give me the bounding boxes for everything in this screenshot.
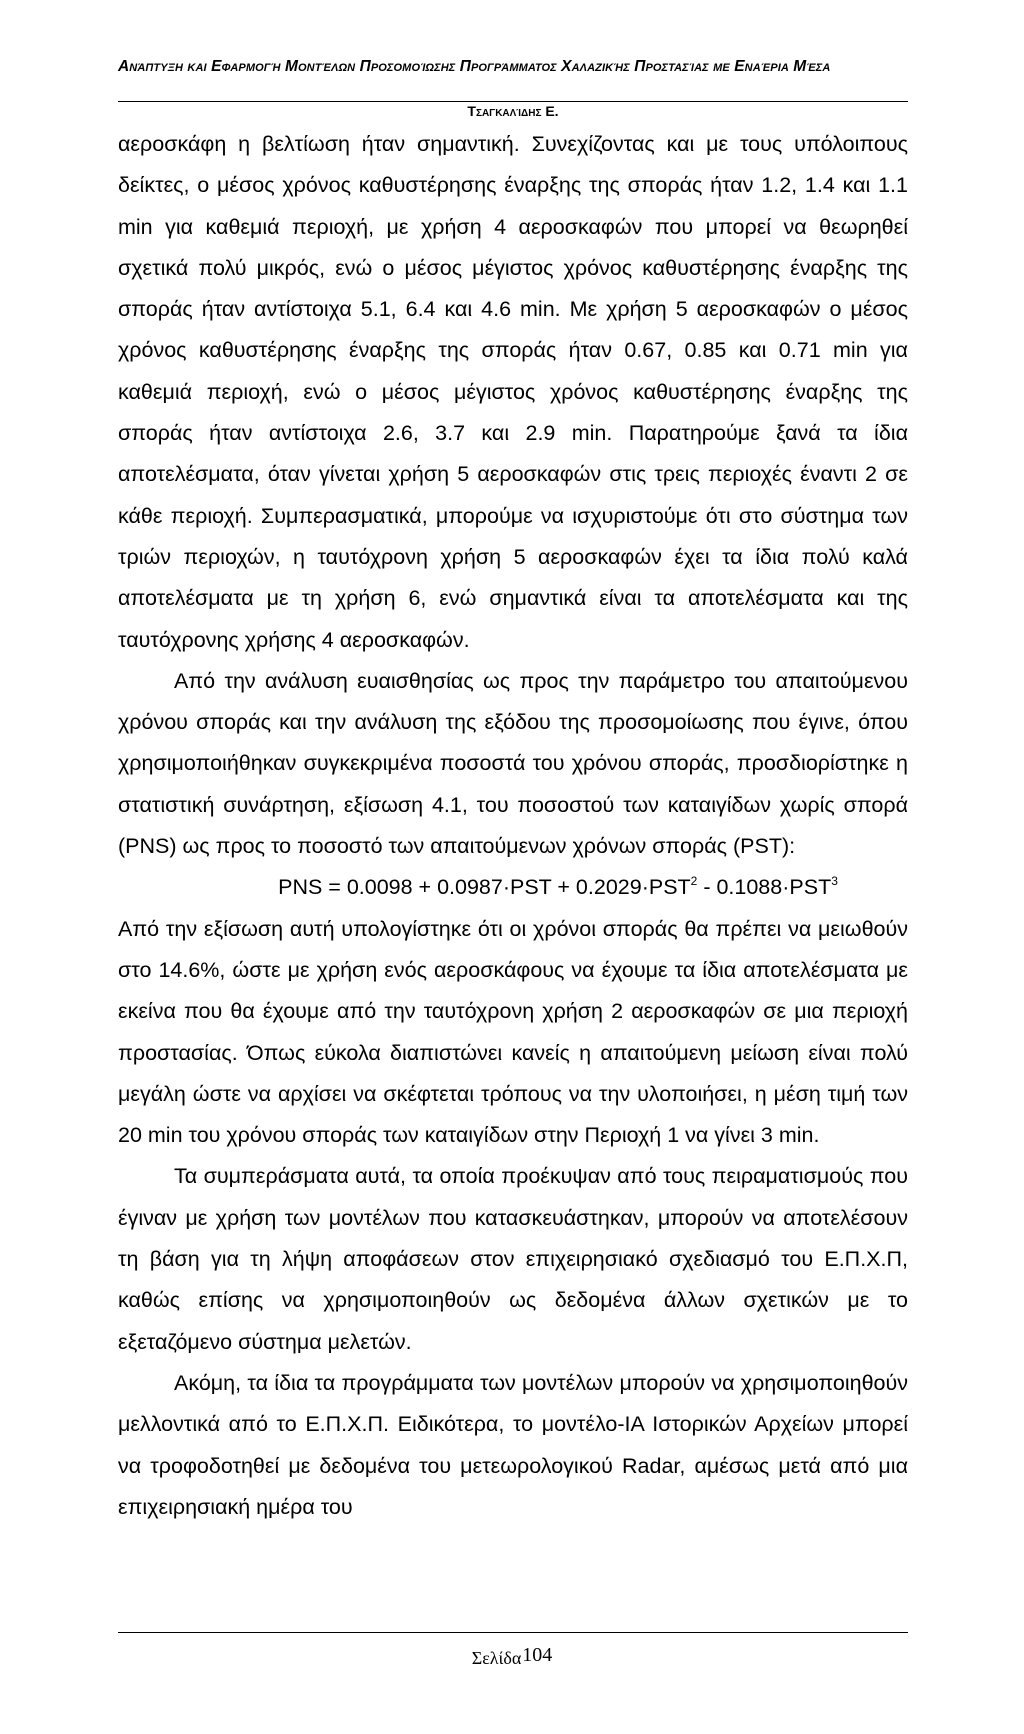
page-footer bbox=[0, 1644, 1024, 1669]
equation-part-1: PNS = 0.0098 + 0.0987·PST + 0.2029·PST bbox=[278, 875, 691, 900]
paragraph-3: Από την εξίσωση αυτή υπολογίστηκε ότι οι χρόνοι σποράς θα πρέπει να μειωθούν στο 14.6%, ώστε με χρήση ενός αεροσκάφους να έχουμε τα ίδια αποτελέσματα με εκείνα που θα έχουμε από την ταυτόχρονη χρήση 2 αεροσκαφών σε μια περιοχή προστασίας. Όπως εύκολα διαπιστώνει κανείς η απαιτούμενη μείωση είναι πολύ μεγάλη ώστε να αρχίσει να σκέφτεται τρόπους να την υλοποιήσει, η μέση τιμή των 20 min του χρόνου σποράς των καταιγίδων στην Περιοχή 1 να γίνει 3 min. bbox=[118, 916, 908, 1148]
body-text bbox=[118, 124, 908, 1528]
equation-4-1 bbox=[118, 867, 908, 908]
running-header bbox=[118, 56, 908, 119]
equation-exponent-2: 2 bbox=[690, 874, 698, 889]
paragraph-5: Ακόμη, τα ίδια τα προγράμματα των μοντέλων μπορούν να χρησιμοποιηθούν μελλοντικά από το Ε.Π.Χ.Π. Ειδικότερα, το μοντέλο-ΙΑ Ιστορικών Αρχείων μπορεί να τροφοδοτηθεί με δεδομένα του μετεωρολογικού Radar, αμέσως μετά από μια επιχειρησιακή ημέρα του bbox=[118, 1370, 908, 1519]
header-divider bbox=[118, 101, 908, 102]
equation-part-2: - 0.1088·PST bbox=[697, 875, 832, 900]
paragraph-2: Από την ανάλυση ευαισθησίας ως προς την παράμετρο του απαιτούμενου χρόνου σποράς και την ανάλυση της εξόδου της προσομοίωσης που έγινε, όπου χρησιμοποιήθηκαν συγκεκριμένα ποσοστά του χρόνου σποράς, προσδιορίστηκε η στατιστική συνάρτηση, εξίσωση 4.1, του ποσοστού των καταιγίδων χωρίς σπορά (PNS) ως προς το ποσοστό των απαιτούμενων χρόνων σποράς (PST): bbox=[118, 668, 908, 859]
paragraph-1: αεροσκάφη η βελτίωση ήταν σημαντική. Συνεχίζοντας και με τους υπόλοιπους δείκτες, ο μέσος χρόνος καθυστέρησης έναρξης της σποράς ήταν 1.2, 1.4 και 1.1 min για καθεμιά περιοχή, με χρήση 4 αεροσκαφών που μπορεί να θεωρηθεί σχετικά πολύ μικρός, ενώ ο μέσος μέγιστος χρόνος καθυστέρησης έναρξης της σποράς ήταν αντίστοιχα 5.1, 6.4 και 4.6 min. Με χρήση 5 αεροσκαφών ο μέσος χρόνος καθυστέρησης έναρξης της σποράς ήταν 0.67, 0.85 και 0.71 min για καθεμιά περιοχή, ενώ ο μέσος μέγιστος χρόνος καθυστέρησης έναρξης της σποράς ήταν αντίστοιχα 2.6, 3.7 και 2.9 min. Παρατηρούμε ξανά τα ίδια αποτελέσματα, όταν γίνεται χρήση 5 αεροσκαφών στις τρεις περιοχές έναντι 2 σε κάθε περιοχή. Συμπερασματικά, μπορούμε να ισχυριστούμε ότι στο σύστημα των τριών περιοχών, η ταυτόχρονη χρήση 5 αεροσκαφών έχει τα ίδια πολύ καλά αποτελέσματα με τη χρήση 6, ενώ σημαντικά είναι τα αποτελέσματα και της ταυτόχρονης χρήσης 4 αεροσκαφών. bbox=[118, 132, 908, 652]
equation-exponent-3: 3 bbox=[831, 874, 838, 889]
paragraph-4: Τα συμπεράσματα αυτά, τα οποία προέκυψαν από τους πειραματισμούς που έγιναν με χρήση των μοντέλων που κατασκευάστηκαν, μπορούν να αποτελέσουν τη βάση για τη λήψη αποφάσεων στον επιχειρησιακό σχεδιασμό του Ε.Π.Χ.Π, καθώς επίσης να χρησιμοποιηθούν ως δεδομένα άλλων σχετικών με το εξεταζόμενο σύστημα μελετών. bbox=[118, 1164, 908, 1354]
footer-label: Σελίδα bbox=[471, 1648, 522, 1668]
header-title: Ανάπτυξη και Εφαρμογή Μοντέλων Προσομοίωσης Προγράμματος Χαλαζικής Προστασίας με Εναέρια Μέσα bbox=[118, 58, 831, 75]
header-author: Τσαγκαλίδης Ε. bbox=[467, 103, 559, 119]
footer-divider bbox=[118, 1632, 908, 1633]
page-number: 104 bbox=[522, 1644, 553, 1666]
